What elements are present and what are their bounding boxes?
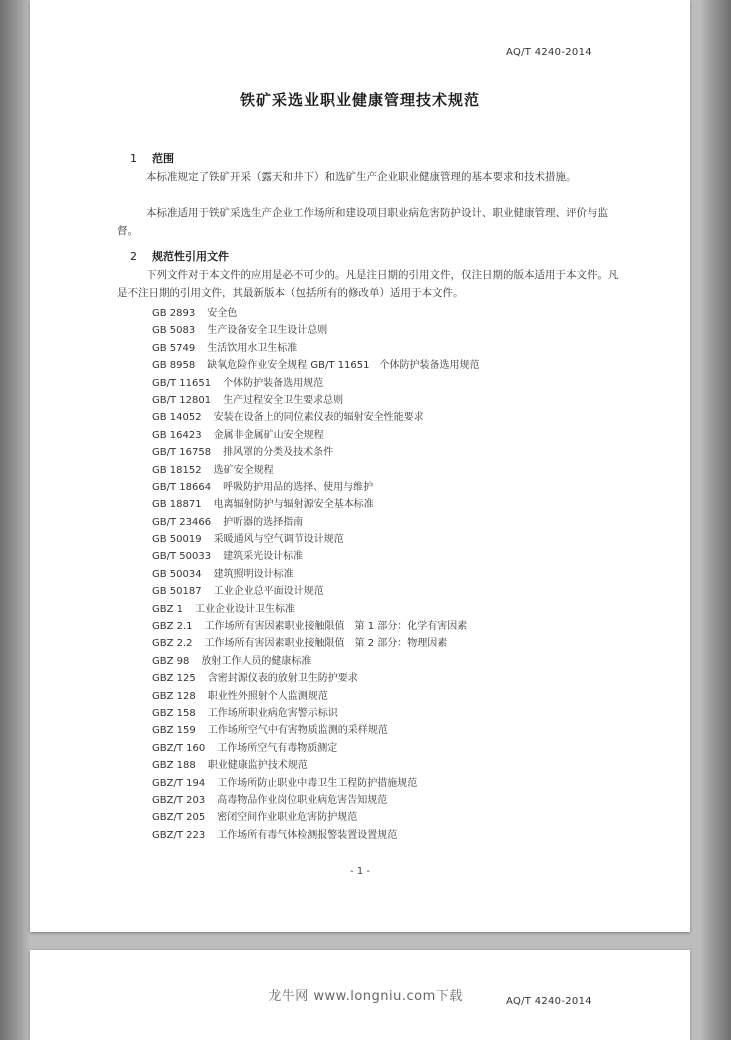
reference-title: 个体防护装备选用规范 — [223, 377, 324, 389]
doc-number: AQ/T 4240-2014 — [506, 47, 592, 58]
reference-title: 职业健康监护技术规范 — [207, 760, 308, 772]
reference-title: 放射工作人员的健康标准 — [201, 655, 312, 667]
section-2-number: 2 — [130, 250, 137, 263]
reference-code: GBZ 125 — [152, 673, 196, 685]
reference-code: GB 5083 — [152, 325, 196, 337]
reference-item — [152, 792, 480, 809]
reference-item — [152, 305, 480, 322]
section-2-intro: 下列文件对于本文件的应用是必不可少的。凡是注日期的引用文件，仅注日期的版本适用于本文件。凡是不注日期的引用文件，其最新版本（包括所有的修改单）适用于本文件。 — [117, 269, 619, 299]
reference-code: GB 14052 — [152, 412, 202, 424]
reference-title: 工业企业总平面设计规范 — [213, 586, 324, 598]
page-title: 铁矿采选业职业健康管理技术规范 — [239, 91, 480, 109]
document-page-1 — [30, 0, 690, 932]
reference-code: GBZ/T 223 — [152, 829, 206, 841]
reference-item — [152, 722, 480, 739]
section-1-number: 1 — [130, 152, 137, 165]
reference-item — [152, 809, 480, 826]
reference-title: 呼吸防护用品的选择、使用与维护 — [223, 481, 374, 493]
reference-item — [152, 618, 480, 635]
reference-title: 生产过程安全卫生要求总则 — [223, 394, 344, 406]
reference-item — [152, 375, 480, 392]
reference-code: GB 2893 — [152, 308, 196, 319]
reference-code: GB/T 16758 — [152, 447, 212, 459]
reference-title: 含密封源仪表的放射卫生防护要求 — [207, 673, 358, 685]
reference-item — [152, 340, 480, 357]
reference-code: GB 18871 — [152, 499, 202, 511]
reference-item — [152, 409, 480, 426]
reference-title: 高毒物品作业岗位职业病危害告知规范 — [217, 794, 388, 806]
reference-item — [152, 479, 480, 496]
reference-item — [152, 740, 480, 757]
reference-code: GBZ 2.2 — [152, 638, 193, 650]
reference-item — [152, 653, 480, 670]
reference-code: GB 5749 — [152, 342, 196, 354]
reference-title: 工作场所有害因素职业接触限值 第 1 部分：化学有害因素 — [204, 621, 468, 633]
reference-item — [152, 514, 480, 531]
reference-code: GB 8958 — [152, 360, 196, 372]
reference-item — [152, 757, 480, 774]
reference-title: 工业企业设计卫生标准 — [195, 603, 296, 615]
reference-code: GB 50187 — [152, 586, 202, 598]
reference-title: 工作场所空气中有害物质监测的采样规范 — [207, 725, 388, 737]
reference-code: GBZ/T 203 — [152, 794, 206, 806]
reference-item — [152, 566, 480, 583]
reference-code: GB/T 18664 — [152, 481, 212, 493]
reference-code: GBZ/T 194 — [152, 777, 206, 789]
reference-title: 安全色 — [207, 308, 238, 319]
reference-code: GBZ 188 — [152, 760, 196, 772]
reference-code: GB/T 23466 — [152, 516, 212, 528]
reference-title: 工作场所有毒气体检测报警装置设置规范 — [217, 829, 398, 841]
reference-code: GB/T 11651 — [152, 377, 212, 389]
section-2-title: 规范性引用文件 — [152, 250, 229, 263]
reference-item — [152, 357, 480, 374]
reference-item — [152, 601, 480, 618]
reference-item — [152, 827, 480, 844]
page-number: - 1 - — [350, 866, 370, 877]
reference-title: 电离辐射防护与辐射源安全基本标准 — [213, 499, 374, 511]
section-1-title: 范围 — [152, 152, 174, 165]
reference-item — [152, 427, 480, 444]
reference-item — [152, 775, 480, 792]
reference-code: GBZ/T 205 — [152, 812, 206, 824]
reference-title: 职业性外照射个人监测规范 — [207, 690, 328, 702]
section-1-paragraph-2: 本标准适用于铁矿采选生产企业工作场所和建设项目职业病危害防护设计、职业健康管理、评价与监督。 — [117, 207, 608, 237]
reference-code: GBZ 158 — [152, 707, 196, 719]
reference-item — [152, 670, 480, 687]
reference-item — [152, 688, 480, 705]
reference-code: GBZ 98 — [152, 655, 190, 667]
reference-code: GB/T 12801 — [152, 394, 212, 406]
reference-item — [152, 444, 480, 461]
reference-item — [152, 462, 480, 479]
download-watermark: 龙牛网 www.longniu.com下载 — [268, 989, 463, 1004]
reference-code: GB 50034 — [152, 568, 202, 580]
reference-code: GB 18152 — [152, 464, 202, 476]
reference-title: 缺氧危险作业安全规程 GB/T 11651 个体防护装备选用规范 — [207, 360, 480, 372]
reference-title: 工作场所防止职业中毒卫生工程防护措施规范 — [217, 777, 418, 789]
reference-code: GB 16423 — [152, 429, 202, 441]
reference-item — [152, 583, 480, 600]
reference-title: 金属非金属矿山安全规程 — [213, 429, 324, 441]
reference-code: GBZ 1 — [152, 603, 184, 615]
reference-code: GBZ 128 — [152, 690, 196, 702]
reference-code: GBZ 159 — [152, 725, 196, 737]
reference-title: 采暖通风与空气调节设计规范 — [213, 534, 344, 546]
reference-code: GB/T 50033 — [152, 551, 212, 563]
section-1-heading — [130, 150, 174, 166]
reference-item — [152, 322, 480, 339]
reference-title: 建筑照明设计标准 — [213, 568, 294, 580]
reference-title: 排风罩的分类及技术条件 — [223, 447, 334, 459]
reference-item — [152, 392, 480, 409]
doc-number-page-2: AQ/T 4240-2014 — [506, 996, 592, 1007]
reference-item — [152, 548, 480, 565]
reference-title: 建筑采光设计标准 — [223, 551, 304, 563]
reference-item — [152, 496, 480, 513]
reference-title: 生产设备安全卫生设计总则 — [207, 325, 328, 337]
reference-code: GB 50019 — [152, 534, 202, 546]
reference-title: 生活饮用水卫生标准 — [207, 342, 298, 354]
reference-title: 护听器的选择指南 — [223, 516, 304, 528]
reference-title: 工作场所有害因素职业接触限值 第 2 部分：物理因素 — [204, 638, 448, 650]
reference-code: GBZ 2.1 — [152, 621, 193, 633]
reference-title: 密闭空间作业职业危害防护规范 — [217, 812, 358, 824]
reference-item — [152, 705, 480, 722]
reference-title: 工作场所职业病危害警示标识 — [207, 707, 338, 719]
reference-code: GBZ/T 160 — [152, 742, 206, 754]
section-2-heading — [130, 248, 229, 264]
reference-item — [152, 531, 480, 548]
reference-list — [152, 305, 480, 844]
section-1-paragraph-1: 本标准规定了铁矿开采（露天和井下）和选矿生产企业职业健康管理的基本要求和技术措施。 — [146, 171, 577, 183]
reference-title: 安装在设备上的同位素仪表的辐射安全性能要求 — [213, 412, 424, 424]
reference-title: 工作场所空气有毒物质测定 — [217, 742, 338, 754]
reference-title: 选矿安全规程 — [213, 464, 274, 476]
reference-item — [152, 635, 480, 652]
